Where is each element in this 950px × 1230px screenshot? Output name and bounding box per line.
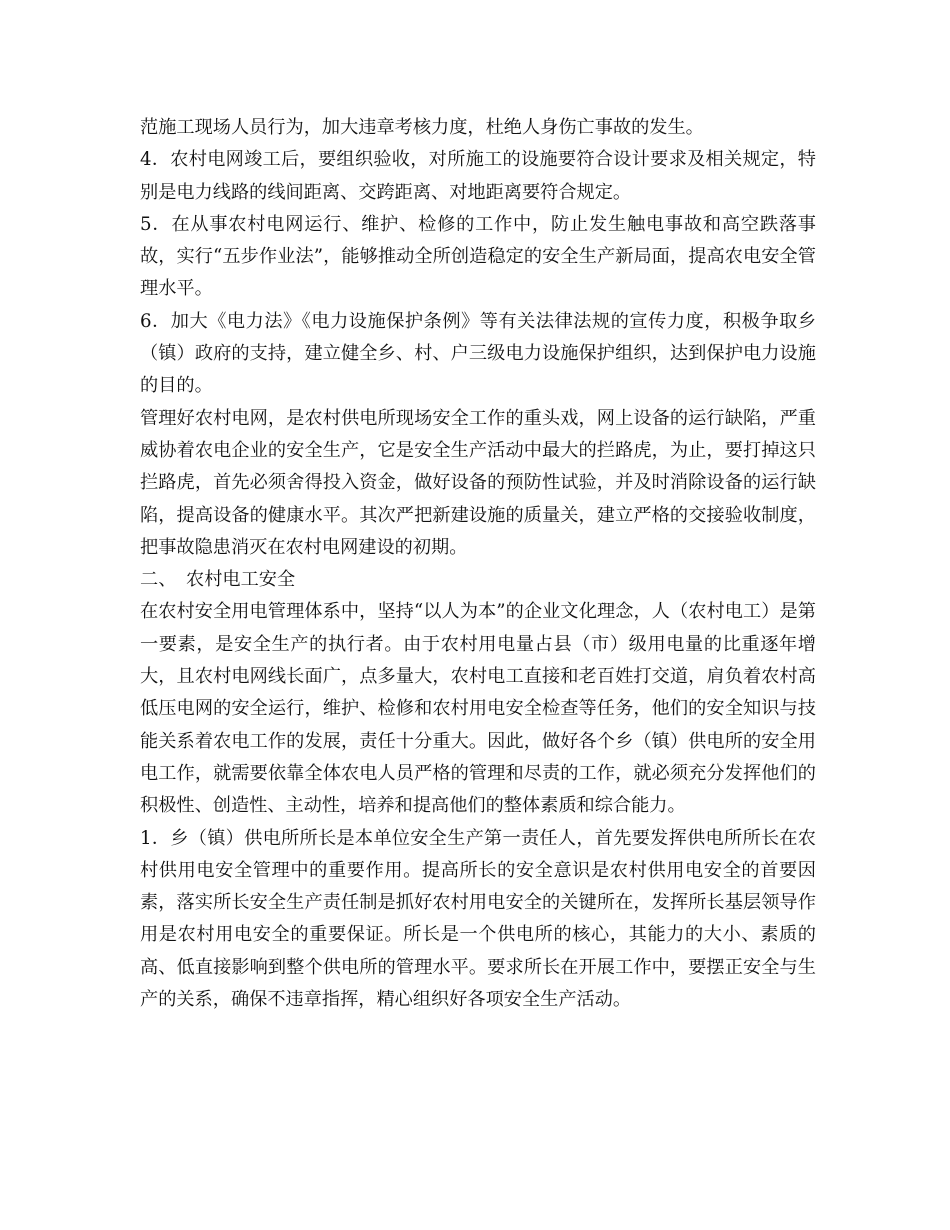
- section-number: 二、: [140, 569, 177, 591]
- paragraph-item-4: 4．农村电网竣工后，要组织验收，对所施工的设施要符合设计要求及相关规定，特别是电力线路的线间距离、交跨距离、对地距离要符合规定。: [140, 149, 816, 203]
- section-title: 农村电工安全: [186, 569, 296, 591]
- paragraph-item-6: 6．加大《电力法》《电力设施保护条例》等有关法律法规的宣传力度，积极争取乡（镇）政府的支持，建立健全乡、村、户三级电力设施保护组织，达到保护电力设施的目的。: [140, 310, 816, 397]
- document-page: [140, 112, 816, 1016]
- section-heading: [140, 564, 816, 596]
- paragraph-item-5: 5．在从事农村电网运行、维护、检修的工作中，防止发生触电事故和高空跌落事故，实行“五步作业法”，能够推动全所创造稳定的安全生产新局面，提高农电安全管理水平。: [140, 213, 816, 300]
- paragraph-people-oriented: 在农村安全用电管理体系中，坚持“以人为本”的企业文化理念，人（农村电工）是第一要素，是安全生产的执行者。由于农村用电量占县（市）级用电量的比重逐年增大，且农村电网线长面广，点多量大，农村电工直接和老百姓打交道，肩负着农村高低压电网的安全运行，维护、检修和农村用电安全检查等任务，他们的安全知识与技能关系着农电工作的发展，责任十分重大。因此，做好各个乡（镇）供电所的安全用电工作，就需要依靠全体农电人员严格的管理和尽责的工作，就必须充分发挥他们的积极性、创造性、主动性，培养和提高他们的整体素质和综合能力。: [140, 601, 816, 817]
- paragraph-continuation: 范施工现场人员行为，加大违章考核力度，杜绝人身伤亡事故的发生。: [140, 117, 704, 138]
- paragraph-grid-management: 管理好农村电网，是农村供电所现场安全工作的重头戏，网上设备的运行缺陷，严重威协着农电企业的安全生产，它是安全生产活动中最大的拦路虎，为止，要打掉这只拦路虎，首先必须舍得投入资金，做好设备的预防性试验，并及时消除设备的运行缺陷，提高设备的健康水平。其次严把新建设施的质量关，建立严格的交接验收制度，把事故隐患消灭在农村电网建设的初期。: [140, 407, 816, 558]
- paragraph-item-1: 1．乡（镇）供电所所长是本单位安全生产第一责任人，首先要发挥供电所所长在农村供用电安全管理中的重要作用。提高所长的安全意识是农村供用电安全的首要因素，落实所长安全生产责任制是抓好农村用电安全的关键所在，发挥所长基层领导作用是农村用电安全的重要保证。所长是一个供电所的核心，其能力的大小、素质的高、低直接影响到整个供电所的管理水平。要求所长在开展工作中，要摆正安全与生产的关系，确保不违章指挥，精心组织好各项安全生产活动。: [140, 827, 816, 1011]
